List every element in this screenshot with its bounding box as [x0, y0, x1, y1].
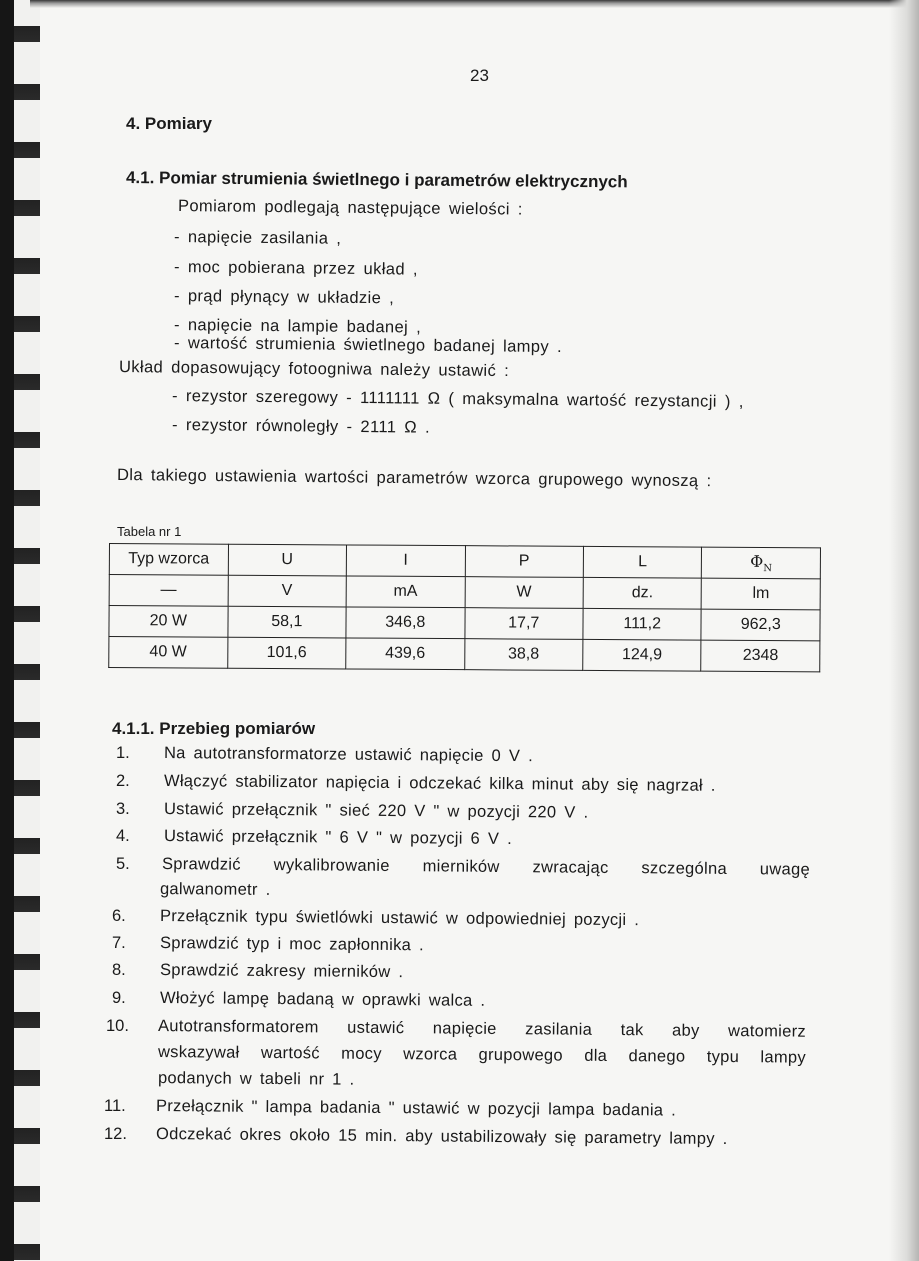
binding-strip [0, 0, 40, 1261]
step-number: 4. [116, 827, 130, 845]
step-number: 7. [112, 934, 126, 952]
setup-item: - rezystor szeregowy - 1111111 Ω ( maksymalna wartość rezystancji ) , [171, 387, 744, 411]
step-text: Ustawić przełącznik " sieć 220 V " w pozycji 220 V . [163, 800, 589, 822]
setup-item: - rezystor równoległy - 2111 Ω . [171, 416, 431, 437]
table-header-cell-flux [702, 547, 821, 579]
table-units-row [109, 575, 820, 610]
table-cell: 17,7 [464, 608, 583, 640]
quantity-item: - napięcie zasilania , [173, 228, 342, 248]
step-line: Sprawdzić wykalibrowanie mierników zwracając szczególna uwagę [161, 855, 811, 879]
step-text: Przełącznik typu świetlówki ustawić w odpowiedniej pozycji . [159, 907, 640, 930]
table-cell: 111,2 [583, 608, 702, 640]
table-unit-cell: — [109, 575, 228, 607]
step-number: 10. [106, 1017, 129, 1035]
step-text: Włączyć stabilizator napięcia i odczekać kilka minut aby się nagrzał . [163, 772, 716, 795]
step-text [158, 1043, 806, 1068]
step-text [158, 1017, 806, 1042]
table-cell: 962,3 [701, 609, 820, 641]
table-unit-cell: V [228, 575, 347, 607]
step-number: 1. [116, 744, 130, 762]
step-number: 11. [104, 1097, 126, 1115]
table-unit-cell: W [465, 577, 584, 609]
step-number: 12. [104, 1125, 127, 1143]
step-number: 6. [112, 907, 126, 925]
step-number: 5. [116, 855, 130, 873]
step-text-continued: podanych w tabeli nr 1 . [157, 1069, 355, 1089]
table-header-cell: Typ wzorca [109, 544, 228, 576]
table-cell: 346,8 [346, 607, 465, 639]
flux-subscript: N [763, 563, 773, 575]
table-caption: Tabela nr 1 [117, 524, 182, 539]
table-header-row [109, 544, 820, 579]
page-right-edge [889, 0, 919, 1261]
step-number: 2. [116, 772, 130, 790]
flux-symbol: Φ [750, 551, 764, 571]
step-line: wskazywał wartość mocy wzorca grupowego dla danego typu lampy [157, 1043, 807, 1067]
step-number: 9. [112, 989, 126, 1007]
table-header-cell: U [228, 544, 347, 576]
table-header-cell: P [465, 546, 584, 578]
table-header-cell: L [583, 546, 702, 578]
procedure-heading: 4.1.1. Przebieg pomiarów [112, 719, 316, 738]
table-cell: 124,9 [583, 639, 702, 671]
quantity-item: - napięcie na lampie badanej , [173, 316, 422, 337]
table-cell: 439,6 [346, 638, 465, 670]
page-top-edge [30, 0, 919, 8]
table-unit-cell: mA [346, 576, 465, 608]
table-cell: 20 W [109, 606, 228, 638]
table-row [109, 637, 820, 672]
step-text: Sprawdzić zakresy mierników . [159, 961, 404, 982]
step-text: Odczekać okres około 15 min. aby ustabilizowały się parametry lampy . [155, 1125, 728, 1148]
step-text-continued: galwanometr . [159, 880, 271, 899]
step-text: Sprawdzić typ i moc zapłonnika . [159, 934, 425, 955]
step-text [162, 855, 810, 880]
parameters-table [108, 543, 821, 672]
table-cell: 58,1 [227, 606, 346, 638]
step-number: 3. [116, 800, 130, 818]
setup-intro: Układ dopasowujący fotoogniwa należy ustawić : [118, 358, 510, 381]
table-unit-cell: lm [702, 578, 821, 610]
table-row [109, 606, 820, 641]
step-number: 8. [112, 961, 126, 979]
subsection-heading: 4.1. Pomiar strumienia świetlnego i parametrów elektrycznych [125, 168, 628, 192]
table-header-cell: I [346, 545, 465, 577]
quantity-item: - wartość strumienia świetlnego badanej lampy . [173, 334, 563, 357]
intro-text: Pomiarom podlegają następujące wielości : [177, 197, 523, 219]
quantity-item: - moc pobierana przez układ , [173, 258, 419, 279]
quantity-item: - prąd płynący w układzie , [173, 287, 395, 308]
step-text: Na autotransformatorze ustawić napięcie 0 V . [163, 744, 534, 766]
table-cell: 40 W [109, 637, 228, 669]
step-line: Autotransformatorem ustawić napięcie zasilania tak aby watomierz [157, 1017, 807, 1041]
table-cell: 38,8 [464, 639, 583, 671]
step-text: Ustawić przełącznik " 6 V " w pozycji 6 V . [163, 827, 513, 849]
table-intro: Dla takiego ustawienia wartości parametrów wzorca grupowego wynoszą : [116, 466, 712, 491]
section-heading: 4. Pomiary [126, 114, 212, 133]
step-text: Włożyć lampę badaną w oprawki walca . [159, 989, 486, 1010]
step-text: Przełącznik " lampa badania " ustawić w pozycji lampa badania . [155, 1097, 677, 1120]
table-cell: 101,6 [227, 637, 346, 669]
table-cell: 2348 [701, 640, 820, 672]
table-unit-cell: dz. [583, 577, 702, 609]
page-number: 23 [470, 66, 489, 85]
